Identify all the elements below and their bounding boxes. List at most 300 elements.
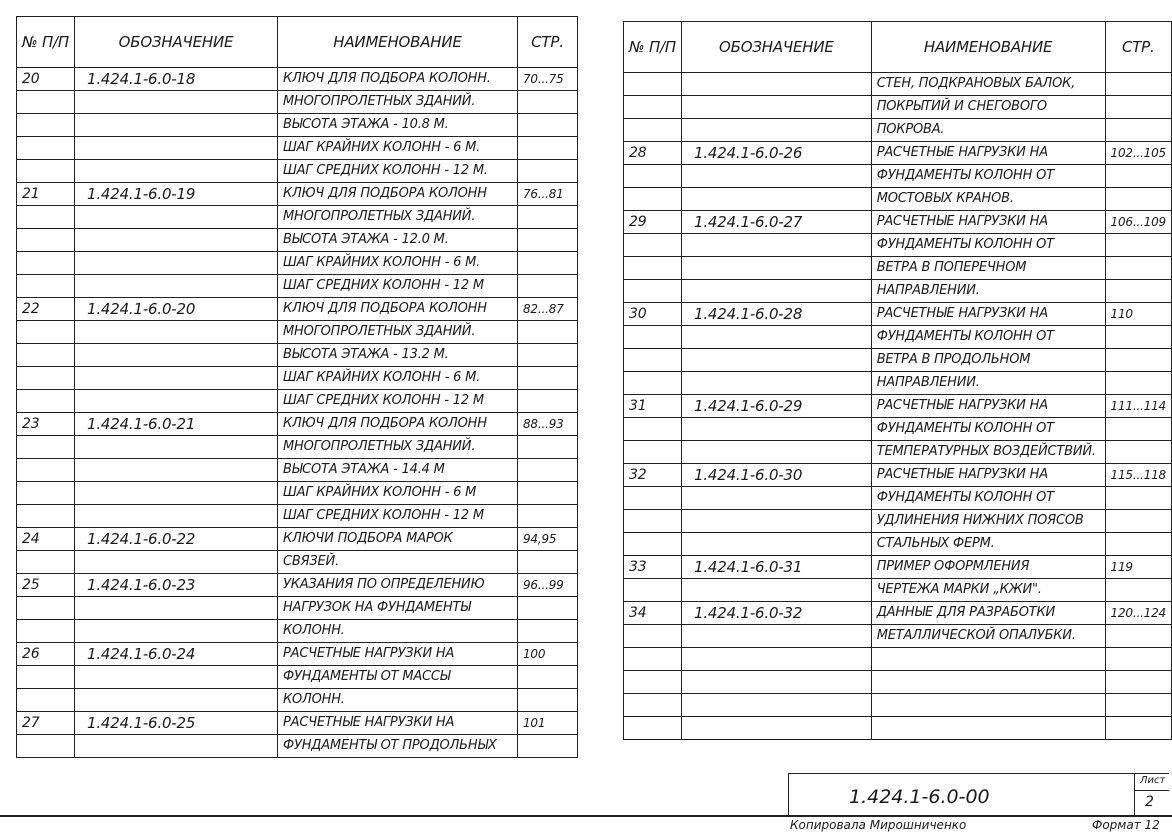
row-pages xyxy=(517,252,577,275)
row-number xyxy=(624,579,682,602)
row-number xyxy=(17,459,75,482)
row-designation xyxy=(74,482,277,505)
row-number: 30 xyxy=(624,303,682,326)
row-designation xyxy=(74,91,277,114)
table-row xyxy=(624,280,1172,303)
row-pages xyxy=(1105,625,1171,648)
row-designation xyxy=(681,694,871,717)
table-row xyxy=(624,96,1172,119)
row-designation xyxy=(74,206,277,229)
row-designation xyxy=(681,717,871,740)
row-name: МНОГОПРОЛЕТНЫХ ЗДАНИЙ. xyxy=(277,206,517,229)
row-name xyxy=(871,717,1105,740)
row-designation: 1.424.1-6.0-30 xyxy=(681,464,871,487)
table-row xyxy=(17,390,578,413)
copied-by-note: Копировала Мирошниченко xyxy=(790,818,967,832)
sheet-label: Лист xyxy=(1140,775,1166,786)
row-pages xyxy=(517,482,577,505)
row-number xyxy=(17,436,75,459)
row-number xyxy=(624,257,682,280)
row-designation: 1.424.1-6.0-18 xyxy=(74,68,277,91)
table-row xyxy=(624,648,1172,671)
row-name: УКАЗАНИЯ ПО ОПРЕДЕЛЕНИЮ xyxy=(277,574,517,597)
row-pages: 100 xyxy=(517,643,577,666)
row-pages: 70...75 xyxy=(517,68,577,91)
table-row xyxy=(17,298,578,321)
row-number xyxy=(624,326,682,349)
row-number xyxy=(624,717,682,740)
row-number xyxy=(624,487,682,510)
row-pages: 94,95 xyxy=(517,528,577,551)
row-designation xyxy=(681,625,871,648)
header-num: № П/П xyxy=(17,17,75,68)
row-name: ШАГ СРЕДНИХ КОЛОНН - 12 М. xyxy=(277,160,517,183)
row-designation xyxy=(681,579,871,602)
row-name: ДАННЫЕ ДЛЯ РАЗРАБОТКИ xyxy=(871,602,1105,625)
row-name: ФУНДАМЕНТЫ ОТ ПРОДОЛЬНЫХ xyxy=(277,735,517,758)
row-number xyxy=(624,418,682,441)
row-number xyxy=(17,114,75,137)
row-number xyxy=(17,229,75,252)
row-number xyxy=(17,551,75,574)
row-designation xyxy=(74,321,277,344)
row-designation xyxy=(74,597,277,620)
row-number xyxy=(17,367,75,390)
table-header-row xyxy=(17,17,578,68)
row-pages: 115...118 xyxy=(1105,464,1171,487)
row-name: НАПРАВЛЕНИИ. xyxy=(871,280,1105,303)
row-number: 22 xyxy=(17,298,75,321)
table-row xyxy=(624,165,1172,188)
row-designation: 1.424.1-6.0-31 xyxy=(681,556,871,579)
table-row xyxy=(17,68,578,91)
row-number xyxy=(624,73,682,96)
row-pages xyxy=(517,459,577,482)
row-name: ШАГ СРЕДНИХ КОЛОНН - 12 М xyxy=(277,505,517,528)
left-table-body xyxy=(17,68,578,758)
row-name: ФУНДАМЕНТЫ КОЛОНН ОТ xyxy=(871,234,1105,257)
row-name: ФУНДАМЕНТЫ ОТ МАССЫ xyxy=(277,666,517,689)
sheet-number-box xyxy=(1134,774,1169,816)
table-row xyxy=(17,367,578,390)
table-row xyxy=(17,528,578,551)
sheet-divider xyxy=(1135,790,1169,791)
row-number: 26 xyxy=(17,643,75,666)
row-pages xyxy=(517,344,577,367)
row-number xyxy=(17,689,75,712)
row-name: ПОКРОВА. xyxy=(871,119,1105,142)
table-row xyxy=(17,436,578,459)
row-number xyxy=(17,321,75,344)
row-pages xyxy=(1105,441,1171,464)
row-designation xyxy=(74,114,277,137)
right-spec-table xyxy=(623,21,1172,740)
row-designation xyxy=(681,119,871,142)
row-pages xyxy=(1105,165,1171,188)
row-designation xyxy=(74,390,277,413)
row-pages xyxy=(517,689,577,712)
row-pages xyxy=(1105,280,1171,303)
row-designation xyxy=(681,671,871,694)
sheet-number: 2 xyxy=(1145,794,1154,810)
table-row xyxy=(17,620,578,643)
row-name: КЛЮЧ ДЛЯ ПОДБОРА КОЛОНН xyxy=(277,413,517,436)
row-designation xyxy=(681,533,871,556)
row-number xyxy=(624,510,682,533)
table-row xyxy=(624,671,1172,694)
right-table-body xyxy=(624,73,1172,740)
row-pages xyxy=(517,597,577,620)
row-designation xyxy=(74,367,277,390)
row-designation xyxy=(681,487,871,510)
row-number xyxy=(624,694,682,717)
left-spec-table xyxy=(16,16,578,758)
row-designation: 1.424.1-6.0-32 xyxy=(681,602,871,625)
row-name: СВЯЗЕЙ. xyxy=(277,551,517,574)
row-name: РАСЧЕТНЫЕ НАГРУЗКИ НА xyxy=(871,142,1105,165)
row-name: ВЕТРА В ПОПЕРЕЧНОМ xyxy=(871,257,1105,280)
row-name: СТЕН, ПОДКРАНОВЫХ БАЛОК, xyxy=(871,73,1105,96)
table-row xyxy=(17,551,578,574)
row-designation: 1.424.1-6.0-29 xyxy=(681,395,871,418)
table-row xyxy=(17,413,578,436)
row-pages xyxy=(517,206,577,229)
table-row xyxy=(17,482,578,505)
table-row xyxy=(624,717,1172,740)
row-name: ПРИМЕР ОФОРМЛЕНИЯ xyxy=(871,556,1105,579)
row-number xyxy=(17,620,75,643)
row-name: ВЫСОТА ЭТАЖА - 12.0 М. xyxy=(277,229,517,252)
table-row xyxy=(17,735,578,758)
table-row xyxy=(624,234,1172,257)
row-designation xyxy=(681,165,871,188)
table-row xyxy=(624,625,1172,648)
row-pages xyxy=(1105,717,1171,740)
row-number xyxy=(624,96,682,119)
row-number xyxy=(17,666,75,689)
table-row xyxy=(624,372,1172,395)
row-pages xyxy=(1105,188,1171,211)
row-name: ШАГ КРАЙНИХ КОЛОНН - 6 М. xyxy=(277,252,517,275)
row-number: 20 xyxy=(17,68,75,91)
row-number xyxy=(624,234,682,257)
row-designation: 1.424.1-6.0-28 xyxy=(681,303,871,326)
row-name: ВЕТРА В ПРОДОЛЬНОМ xyxy=(871,349,1105,372)
row-number xyxy=(17,344,75,367)
row-name: ФУНДАМЕНТЫ КОЛОНН ОТ xyxy=(871,487,1105,510)
row-designation xyxy=(74,275,277,298)
row-number xyxy=(17,91,75,114)
table-row xyxy=(624,142,1172,165)
row-number xyxy=(17,252,75,275)
table-row xyxy=(17,252,578,275)
row-number: 33 xyxy=(624,556,682,579)
row-pages: 110 xyxy=(1105,303,1171,326)
header-designation: ОБОЗНАЧЕНИЕ xyxy=(74,17,277,68)
row-pages xyxy=(517,367,577,390)
row-number xyxy=(624,671,682,694)
row-name: МЕТАЛЛИЧЕСКОЙ ОПАЛУБКИ. xyxy=(871,625,1105,648)
table-row xyxy=(17,114,578,137)
row-pages xyxy=(517,735,577,758)
row-number xyxy=(624,165,682,188)
table-row xyxy=(17,597,578,620)
table-row xyxy=(624,188,1172,211)
row-pages xyxy=(517,551,577,574)
row-number: 34 xyxy=(624,602,682,625)
row-pages: 96...99 xyxy=(517,574,577,597)
row-name: ПОКРЫТИЙ И СНЕГОВОГО xyxy=(871,96,1105,119)
table-row xyxy=(624,464,1172,487)
row-name: ФУНДАМЕНТЫ КОЛОНН ОТ xyxy=(871,326,1105,349)
table-row xyxy=(17,666,578,689)
row-pages xyxy=(517,390,577,413)
table-row xyxy=(624,441,1172,464)
row-pages: 82...87 xyxy=(517,298,577,321)
row-number xyxy=(624,372,682,395)
table-row xyxy=(17,275,578,298)
table-row xyxy=(624,119,1172,142)
row-number xyxy=(624,188,682,211)
row-number xyxy=(17,597,75,620)
row-name: РАСЧЕТНЫЕ НАГРУЗКИ НА xyxy=(871,464,1105,487)
row-pages: 76...81 xyxy=(517,183,577,206)
table-row xyxy=(624,694,1172,717)
row-pages xyxy=(517,505,577,528)
row-pages: 102...105 xyxy=(1105,142,1171,165)
row-name: ШАГ КРАЙНИХ КОЛОНН - 6 М. xyxy=(277,367,517,390)
row-designation xyxy=(74,229,277,252)
row-name: СТАЛЬНЫХ ФЕРМ. xyxy=(871,533,1105,556)
table-row xyxy=(17,344,578,367)
row-pages xyxy=(1105,533,1171,556)
row-designation xyxy=(681,280,871,303)
row-number: 29 xyxy=(624,211,682,234)
row-designation: 1.424.1-6.0-25 xyxy=(74,712,277,735)
row-number: 31 xyxy=(624,395,682,418)
row-name: ФУНДАМЕНТЫ КОЛОНН ОТ xyxy=(871,418,1105,441)
row-pages xyxy=(1105,487,1171,510)
row-number: 24 xyxy=(17,528,75,551)
row-pages xyxy=(1105,349,1171,372)
row-pages xyxy=(1105,96,1171,119)
row-name: РАСЧЕТНЫЕ НАГРУЗКИ НА xyxy=(871,211,1105,234)
table-row xyxy=(17,91,578,114)
row-name: ШАГ СРЕДНИХ КОЛОНН - 12 М xyxy=(277,390,517,413)
table-row xyxy=(17,206,578,229)
table-row xyxy=(17,643,578,666)
row-pages xyxy=(517,91,577,114)
row-designation xyxy=(74,160,277,183)
row-number: 21 xyxy=(17,183,75,206)
row-pages xyxy=(517,666,577,689)
row-name: ВЫСОТА ЭТАЖА - 10.8 М. xyxy=(277,114,517,137)
row-name xyxy=(871,694,1105,717)
row-name: КОЛОНН. xyxy=(277,689,517,712)
table-row xyxy=(17,137,578,160)
row-pages xyxy=(517,160,577,183)
table-row xyxy=(17,712,578,735)
row-pages: 88...93 xyxy=(517,413,577,436)
row-designation xyxy=(681,349,871,372)
row-pages: 111...114 xyxy=(1105,395,1171,418)
table-row xyxy=(624,257,1172,280)
row-name: КОЛОНН. xyxy=(277,620,517,643)
row-name: РАСЧЕТНЫЕ НАГРУЗКИ НА xyxy=(871,303,1105,326)
table-row xyxy=(624,418,1172,441)
table-row xyxy=(624,510,1172,533)
row-pages xyxy=(517,275,577,298)
table-row xyxy=(624,487,1172,510)
row-designation xyxy=(681,257,871,280)
table-row xyxy=(17,229,578,252)
row-designation xyxy=(681,96,871,119)
row-pages: 106...109 xyxy=(1105,211,1171,234)
row-number xyxy=(624,648,682,671)
row-name: ВЫСОТА ЭТАЖА - 14.4 М xyxy=(277,459,517,482)
row-name xyxy=(871,648,1105,671)
row-designation: 1.424.1-6.0-26 xyxy=(681,142,871,165)
row-name: ШАГ СРЕДНИХ КОЛОНН - 12 М xyxy=(277,275,517,298)
row-name: ЧЕРТЕЖА МАРКИ „КЖИ". xyxy=(871,579,1105,602)
row-name: ТЕМПЕРАТУРНЫХ ВОЗДЕЙСТВИЙ. xyxy=(871,441,1105,464)
row-number xyxy=(624,280,682,303)
row-number xyxy=(17,505,75,528)
row-designation xyxy=(74,689,277,712)
row-designation xyxy=(681,188,871,211)
row-name: МНОГОПРОЛЕТНЫХ ЗДАНИЙ. xyxy=(277,436,517,459)
row-pages xyxy=(1105,326,1171,349)
row-name: МНОГОПРОЛЕТНЫХ ЗДАНИЙ. xyxy=(277,321,517,344)
row-number xyxy=(624,119,682,142)
row-pages xyxy=(517,321,577,344)
row-designation: 1.424.1-6.0-19 xyxy=(74,183,277,206)
header-num: № П/П xyxy=(624,22,682,73)
header-name: НАИМЕНОВАНИЕ xyxy=(277,17,517,68)
row-pages xyxy=(1105,510,1171,533)
row-name: ФУНДАМЕНТЫ КОЛОНН ОТ xyxy=(871,165,1105,188)
row-number xyxy=(17,206,75,229)
row-designation xyxy=(74,666,277,689)
row-number xyxy=(624,625,682,648)
table-row xyxy=(624,395,1172,418)
title-block-stamp xyxy=(788,773,1169,816)
row-designation xyxy=(681,73,871,96)
row-name: КЛЮЧ ДЛЯ ПОДБОРА КОЛОНН xyxy=(277,183,517,206)
row-designation xyxy=(74,252,277,275)
header-name: НАИМЕНОВАНИЕ xyxy=(871,22,1105,73)
row-designation xyxy=(681,418,871,441)
row-pages xyxy=(1105,418,1171,441)
row-number xyxy=(17,390,75,413)
row-name: РАСЧЕТНЫЕ НАГРУЗКИ НА xyxy=(277,643,517,666)
row-designation: 1.424.1-6.0-27 xyxy=(681,211,871,234)
row-number xyxy=(17,735,75,758)
row-number xyxy=(17,137,75,160)
row-pages xyxy=(1105,671,1171,694)
row-designation xyxy=(681,372,871,395)
row-pages xyxy=(517,137,577,160)
row-designation: 1.424.1-6.0-21 xyxy=(74,413,277,436)
row-pages xyxy=(517,436,577,459)
row-designation xyxy=(74,436,277,459)
row-pages xyxy=(1105,372,1171,395)
table-row xyxy=(624,556,1172,579)
row-pages xyxy=(1105,648,1171,671)
table-row xyxy=(17,183,578,206)
header-pages: СТР. xyxy=(517,17,577,68)
row-number xyxy=(624,349,682,372)
row-designation xyxy=(74,459,277,482)
row-pages: 119 xyxy=(1105,556,1171,579)
row-pages xyxy=(517,114,577,137)
row-name: ШАГ КРАЙНИХ КОЛОНН - 6 М xyxy=(277,482,517,505)
row-name: КЛЮЧ ДЛЯ ПОДБОРА КОЛОНН xyxy=(277,298,517,321)
row-number: 32 xyxy=(624,464,682,487)
header-pages: СТР. xyxy=(1105,22,1171,73)
row-number xyxy=(17,160,75,183)
row-number xyxy=(624,533,682,556)
table-row xyxy=(17,321,578,344)
table-row xyxy=(624,579,1172,602)
row-name: УДЛИНЕНИЯ НИЖНИХ ПОЯСОВ xyxy=(871,510,1105,533)
row-number xyxy=(17,482,75,505)
row-designation xyxy=(681,510,871,533)
table-row xyxy=(624,533,1172,556)
row-pages xyxy=(1105,579,1171,602)
row-number: 25 xyxy=(17,574,75,597)
table-row xyxy=(17,459,578,482)
row-pages xyxy=(517,229,577,252)
table-row xyxy=(624,326,1172,349)
row-designation: 1.424.1-6.0-22 xyxy=(74,528,277,551)
table-row xyxy=(17,689,578,712)
table-row xyxy=(624,73,1172,96)
row-pages xyxy=(1105,73,1171,96)
row-name: НАПРАВЛЕНИИ. xyxy=(871,372,1105,395)
row-designation xyxy=(681,326,871,349)
table-header-row xyxy=(624,22,1172,73)
row-designation xyxy=(681,234,871,257)
row-name: МОСТОВЫХ КРАНОВ. xyxy=(871,188,1105,211)
row-number: 27 xyxy=(17,712,75,735)
table-row xyxy=(17,505,578,528)
table-row xyxy=(624,211,1172,234)
row-name: ШАГ КРАЙНИХ КОЛОНН - 6 М. xyxy=(277,137,517,160)
row-pages xyxy=(1105,234,1171,257)
row-pages xyxy=(517,620,577,643)
table-row xyxy=(624,303,1172,326)
header-designation: ОБОЗНАЧЕНИЕ xyxy=(681,22,871,73)
row-name xyxy=(871,671,1105,694)
row-name: КЛЮЧИ ПОДБОРА МАРОК xyxy=(277,528,517,551)
row-name: ВЫСОТА ЭТАЖА - 13.2 М. xyxy=(277,344,517,367)
row-number: 28 xyxy=(624,142,682,165)
table-row xyxy=(17,160,578,183)
row-designation: 1.424.1-6.0-24 xyxy=(74,643,277,666)
row-designation xyxy=(74,551,277,574)
row-pages xyxy=(1105,694,1171,717)
row-designation xyxy=(681,441,871,464)
format-note: Формат 12 xyxy=(1092,818,1160,832)
row-designation xyxy=(74,735,277,758)
row-name: РАСЧЕТНЫЕ НАГРУЗКИ НА xyxy=(277,712,517,735)
document-code: 1.424.1-6.0-00 xyxy=(849,786,990,808)
table-row xyxy=(17,574,578,597)
row-designation: 1.424.1-6.0-20 xyxy=(74,298,277,321)
row-designation xyxy=(74,620,277,643)
row-designation xyxy=(74,137,277,160)
